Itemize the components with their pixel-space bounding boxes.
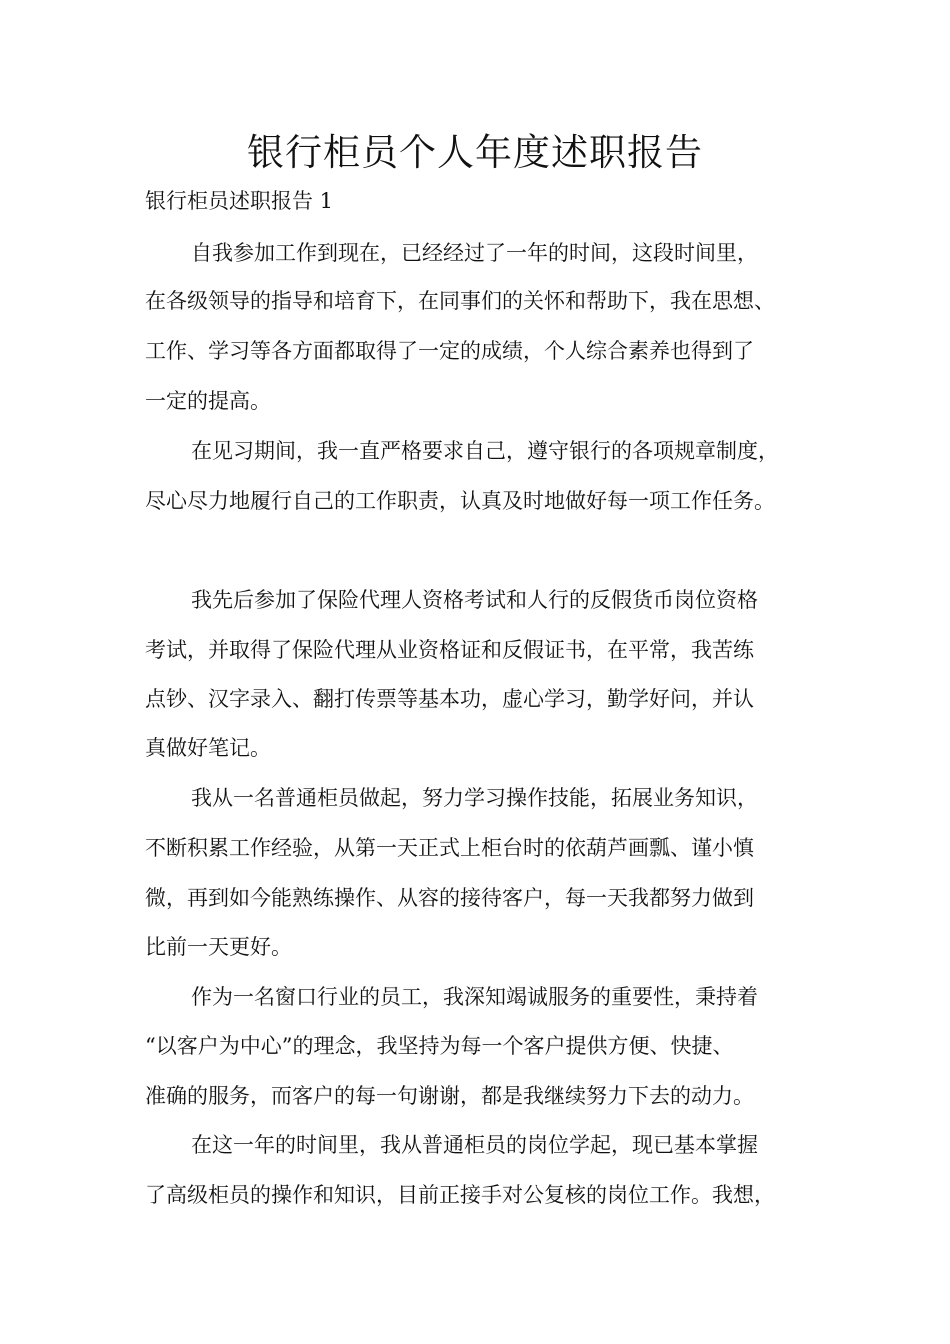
- paragraph-line: 点钞、汉字录入、翻打传票等基本功，虚心学习，勤学好问，并认: [145, 687, 754, 711]
- paragraph-line: 真做好笔记。: [145, 736, 271, 760]
- paragraph-line: “以客户为中心”的理念，我坚持为每一个客户提供方便、快捷、: [145, 1034, 734, 1058]
- paragraph-line: 在这一年的时间里，我从普通柜员的岗位学起，现已基本掌握: [191, 1133, 758, 1157]
- paragraph-line: 我先后参加了保险代理人资格考试和人行的反假货币岗位资格: [191, 588, 758, 612]
- paragraph-line: 一定的提高。: [145, 389, 271, 413]
- paragraph-line: 尽心尽力地履行自己的工作职责，认真及时地做好每一项工作任务。: [145, 489, 775, 513]
- paragraph-line: 在见习期间，我一直严格要求自己，遵守银行的各项规章制度，: [191, 439, 779, 463]
- paragraph-line: 我从一名普通柜员做起，努力学习操作技能，拓展业务知识，: [191, 786, 758, 810]
- paragraph-line: 在各级领导的指导和培育下，在同事们的关怀和帮助下，我在思想、: [145, 289, 775, 313]
- paragraph-line: 不断积累工作经验，从第一天正式上柜台时的依葫芦画瓢、谨小慎: [145, 836, 754, 860]
- paragraph-line: 比前一天更好。: [145, 935, 292, 959]
- document-title: 银行柜员个人年度述职报告: [247, 131, 703, 174]
- paragraph-line: 考试，并取得了保险代理从业资格证和反假证书，在平常，我苦练: [145, 638, 754, 662]
- paragraph-line: 作为一名窗口行业的员工，我深知竭诚服务的重要性，秉持着: [191, 985, 758, 1009]
- document-subtitle: 银行柜员述职报告 1: [145, 189, 334, 213]
- paragraph-line: 了高级柜员的操作和知识，目前正接手对公复核的岗位工作。我想，: [145, 1183, 775, 1207]
- paragraph-line: 准确的服务，而客户的每一句谢谢，都是我继续努力下去的动力。: [145, 1084, 754, 1108]
- paragraph-line: 自我参加工作到现在，已经经过了一年的时间，这段时间里，: [191, 241, 758, 265]
- paragraph-line: 工作、学习等各方面都取得了一定的成绩，个人综合素养也得到了: [145, 339, 754, 363]
- paragraph-line: 微，再到如今能熟练操作、从容的接待客户，每一天我都努力做到: [145, 886, 754, 910]
